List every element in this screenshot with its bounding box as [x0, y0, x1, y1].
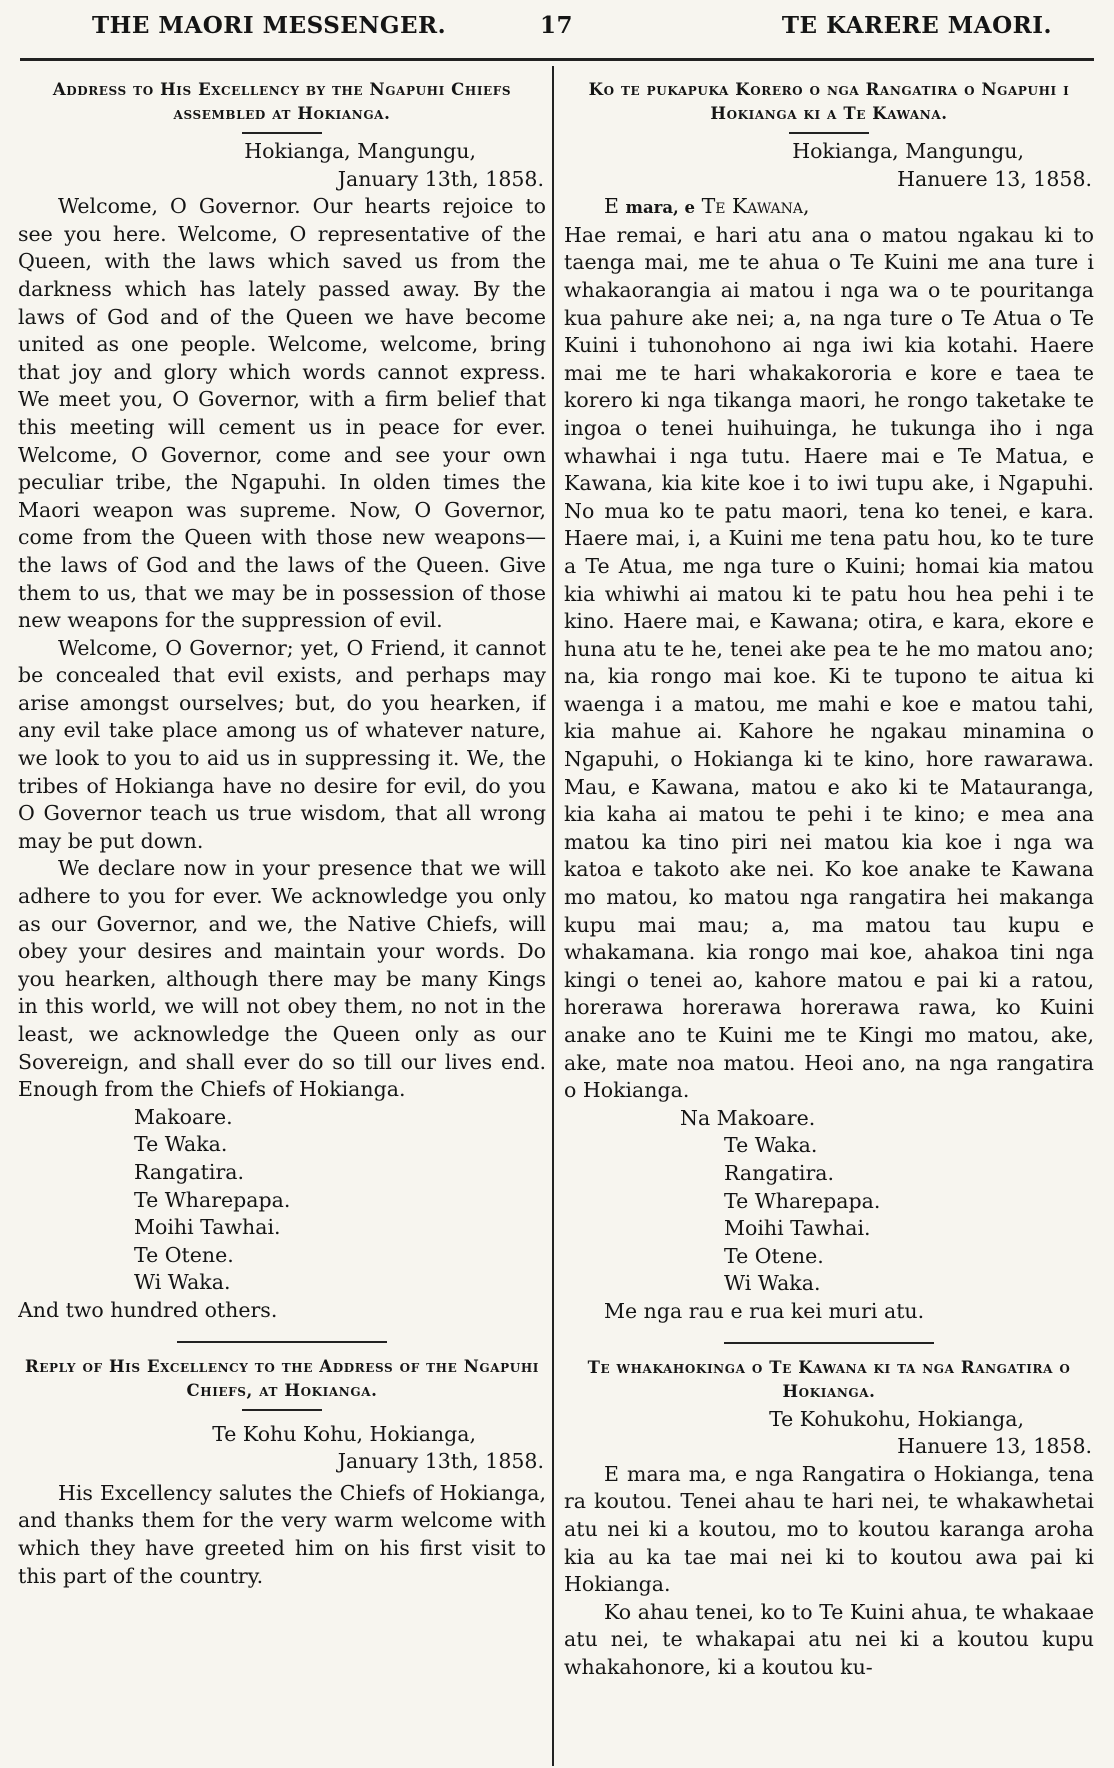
reply-paragraph-maori: E mara ma, e nga Rangatira o Hokianga, tena ra koutou. Tenei ahau te hari nei, te whakawhetai atu nei ki a koutou, mo to koutou karanga aroha kia au ka tae mai nei ki to koutou awa pai ki Hokianga.	[564, 1461, 1094, 1597]
address-paragraph-maori: Hae remai, e hari atu ana o matou ngakau ki to taenga mai, me te ahua o Te Kuini me ana ture i whakaorangia ai matou i nga wa o te pouritanga kua pahure ake nei; a, na nga ture o Te Atua o Te Kuini i tuhonohono ai nga iwi kia kotahi. Haere mai me te hari whakakororia e kore e taea te korero ki nga tikanga maori, he rongo taketake te ingoa o tenei huihuinga, he tukunga iho i nga whawhai i nga tutu. Haere mai e Te Matua, e Kawana, kia kite koe i to iwi tupu ake, i Ngapuhi. No mua ko te patu maori, tena ko tenei, e kara. Haere mai, i, a Kuini me tena patu hou, ko te ture a Te Atua, me nga ture o Kuini; homai kia matou kia whiwhi ai matou ki te patu hou hea pehi i te kino. Haere mai, e Kawana; otira, e kara, ekore e huna atu te he, tenei ake pea te he mo matou ano; na, kia rongo mai koe. Ki te tupono te aitua ki waenga i a matou, me mahi e koe e matou tahi, kia mahue ai. Kahore he ngakau minamina o Ngapuhi, o Hokianga ki te kino, hore rawarawa. Mau, e Kawana, matou e ako ki te Matauranga, kia kaha ai matou te pehi i te kino; e mea ana matou ka tino piri nei matou kia koe i nga wa katoa e takoto ake nei. Ko koe anake te Kawana mo matou, ko matou nga rangatira hei makanga kupu mai mau; a, ma matou tau kupu e whakamana. kia rongo mai koe, ahakoa tini nga kingi o tenei ao, kahore matou e pai ki a ratou, horerawa horerawa horerawa rawa, ko Kuini anake ano te Kuini me te Kingi mo matou, ake, ake, mate noa matou. Heoi ano, na nga rangatira o Hokianga.	[564, 222, 1094, 1103]
masthead-maori: TE KARERE MAORI.	[781, 12, 1052, 39]
address-date: January 13th, 1858.	[337, 166, 544, 191]
signatory: Te Wharepapa.	[724, 1188, 881, 1213]
signatory: Te Wharepapa.	[134, 1187, 291, 1212]
address-title: Address to His Excellency by the Ngapuhi Chiefs assembled at Hokianga.	[52, 80, 512, 123]
masthead-english: THE MAORI MESSENGER.	[92, 12, 447, 39]
title-divider	[242, 132, 322, 134]
reply-date-maori: Hanuere 13, 1858.	[897, 1434, 1092, 1459]
column-english	[18, 70, 546, 1590]
signatory: Rangatira.	[134, 1159, 245, 1184]
signatory: Moihi Tawhai.	[724, 1216, 871, 1241]
address-closing: And two hundred others.	[18, 1297, 278, 1322]
column-maori	[564, 70, 1094, 1681]
signatory: Te Otene.	[134, 1242, 234, 1267]
reply-date: January 13th, 1858.	[337, 1449, 544, 1474]
address-closing-maori: Me nga rau e rua kei muri atu.	[604, 1298, 925, 1323]
salutation	[564, 193, 1094, 222]
signatory: Te Waka.	[724, 1133, 818, 1158]
reply-title-maori: Te whakahokinga o Te Kawana ki ta nga Rangatira o Hokianga.	[587, 1357, 1071, 1401]
reply-paragraph: His Excellency salutes the Chiefs of Hokianga, and thanks them for the very warm welcome with which they have greeted him on his first visit to this part of the country.	[18, 1480, 546, 1588]
reply-title: Reply of His Excellency to the Address of the Ngapuhi Chiefs, at Hokianga.	[24, 1356, 539, 1400]
address-place: Hokianga, Mangungu,	[244, 139, 476, 163]
address-paragraph: Welcome, O Governor. Our hearts rejoice to see you here. Welcome, O representative of the Queen, with the laws which saved us from the darkness which has lately passed away. By the laws of God and of the Queen we have become united as one people. Welcome, welcome, bring that joy and glory which words cannot express. We meet you, O Governor, with a firm belief that this meeting will cement us in peace for ever. Welcome, O Governor, come and see your own peculiar tribe, the Ngapuhi. In olden times the Maori weapon was supreme. Now, O Governor, come from the Queen with those new weapons—the laws of God and the laws of the Queen. Give them to us, that we may be in possession of those new weapons for the suppression of evil.	[18, 194, 546, 633]
signatory: Moihi Tawhai.	[134, 1215, 281, 1240]
address-paragraph: Welcome, O Governor; yet, O Friend, it cannot be concealed that evil exists, and perhaps may arise amongst ourselves; but, do you hearken, if any evil take place among us of whatever nature, we look to you to aid us in suppressing it. We, the tribes of Hokianga have no desire for evil, do you O Governor teach us true wisdom, that all wrong may be put down.	[18, 635, 546, 853]
salutation-name: Te Kawana,	[701, 194, 810, 219]
signatory: Na Makoare.	[680, 1105, 816, 1130]
salutation-caps: mara, e	[625, 198, 696, 218]
signatory: Wi Waka.	[134, 1270, 231, 1295]
signatory: Te Waka.	[134, 1132, 228, 1157]
header-rule	[20, 58, 1094, 61]
reply-place: Te Kohu Kohu, Hokianga,	[212, 1421, 476, 1446]
title-divider	[789, 132, 869, 134]
reply-paragraph-maori: Ko ahau tenei, ko to Te Kuini ahua, te whakaae atu nei, te whakapai atu nei ki a koutou kupu whakahonore, ki a koutou ku-	[564, 1599, 1094, 1679]
section-divider	[724, 1342, 934, 1344]
page-number: 17	[540, 12, 574, 39]
section-divider	[177, 1341, 387, 1343]
page-header	[20, 6, 1094, 46]
address-place-maori: Hokianga, Mangungu,	[792, 139, 1024, 163]
address-date-maori: Hanuere 13, 1858.	[897, 166, 1092, 191]
column-divider	[552, 66, 554, 1766]
address-title-maori: Ko te pukapuka Korero o nga Rangatira o Ngapuhi i Hokianga ki a Te Kawana.	[588, 80, 1070, 123]
signatory: Wi Waka.	[724, 1271, 821, 1296]
address-paragraph: We declare now in your presence that we will adhere to you for ever. We acknowledge you only as our Governor, and we, the Native Chiefs, will obey your desires and maintain your words. Do you hearken, although there may be many Kings in this world, we will not obey them, no not in the least, we acknowledge the Queen only as our Sovereign, and shall ever do so till our lives end. Enough from the Chiefs of Hokianga.	[18, 856, 546, 1102]
salutation-lead: E	[604, 194, 619, 219]
title-divider	[242, 1409, 322, 1411]
signatory: Te Otene.	[724, 1243, 824, 1268]
signatory: Makoare.	[134, 1104, 233, 1129]
reply-place-maori: Te Kohukohu, Hokianga,	[769, 1406, 1024, 1431]
signatory: Rangatira.	[724, 1160, 835, 1185]
